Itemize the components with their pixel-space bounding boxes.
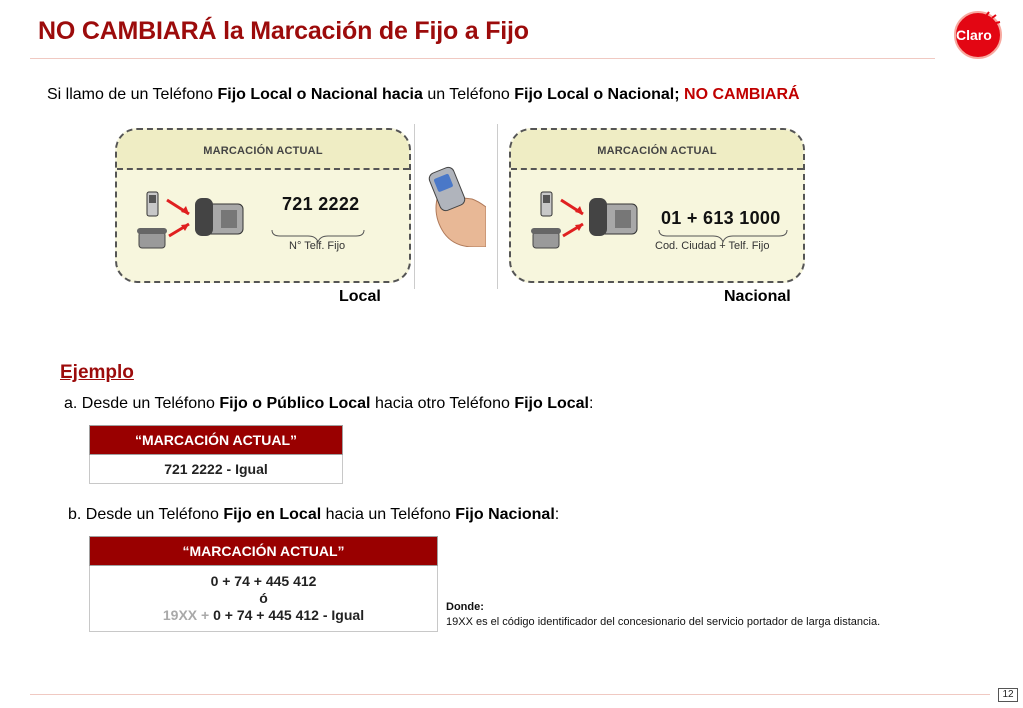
- table-row: 721 2222 - Igual: [90, 455, 343, 484]
- national-box-header: MARCACIÓN ACTUAL: [511, 130, 803, 170]
- arrow-right-icon: [167, 200, 189, 214]
- desk-phone-small-icon: [531, 228, 561, 248]
- page-number: 12: [998, 688, 1018, 702]
- table-header: “MARCACIÓN ACTUAL”: [90, 537, 438, 566]
- example-b-table: [89, 536, 438, 632]
- example-b-sentence: b. Desde un Teléfono Fijo en Local hacia un Teléfono Fijo Nacional:: [68, 506, 560, 523]
- footer-divider: [30, 694, 990, 695]
- footnote-label: Donde:: [446, 601, 484, 613]
- national-dialing-box: [509, 128, 805, 283]
- divider-right: [497, 124, 498, 289]
- page-title: NO CAMBIARÁ la Marcación de Fijo a Fijo: [38, 17, 529, 45]
- divider-left: [414, 124, 415, 289]
- national-caption: Nacional: [724, 288, 791, 305]
- local-number-caption: N° Telf. Fijo: [289, 240, 346, 252]
- desk-phone-small-icon: [137, 228, 167, 248]
- arrow-right-icon: [561, 200, 583, 214]
- local-dialing-box: [115, 128, 411, 283]
- local-box-header: MARCACIÓN ACTUAL: [117, 130, 409, 170]
- local-caption: Local: [339, 288, 381, 305]
- footnote-text: 19XX es el código identificador del concesionario del servicio portador de larga distancia.: [446, 616, 881, 628]
- local-number: 721 2222: [282, 194, 360, 214]
- national-number-caption: Cod. Ciudad + Telf. Fijo: [655, 240, 770, 252]
- claro-logo: [948, 9, 1010, 59]
- phones-illustration: [117, 170, 411, 283]
- national-number: 01 + 613 1000: [661, 208, 781, 228]
- example-a-sentence: a. Desde un Teléfono Fijo o Público Local hacia otro Teléfono Fijo Local:: [64, 395, 594, 412]
- hand-phone-icon: [428, 165, 486, 247]
- arrow-up-icon: [563, 224, 583, 236]
- table-header: “MARCACIÓN ACTUAL”: [90, 426, 343, 455]
- table-row: 0 + 74 + 445 412 ó 19XX + 0 + 74 + 445 412 - Igual: [90, 566, 438, 632]
- mobile-phone-icon: [147, 192, 158, 216]
- logo-text: Claro: [956, 27, 992, 43]
- title-divider: [30, 58, 935, 59]
- mobile-phone-icon: [541, 192, 552, 216]
- example-heading: Ejemplo: [60, 362, 134, 383]
- footnote: [446, 600, 880, 630]
- desk-phone-icon: [589, 198, 637, 236]
- intro-sentence: Si llamo de un Teléfono Fijo Local o Nacional hacia un Teléfono Fijo Local o Nacional; NO CAMBIARÁ: [47, 86, 800, 103]
- arrow-up-icon: [169, 224, 189, 236]
- example-a-table: [89, 425, 343, 484]
- desk-phone-icon: [195, 198, 243, 236]
